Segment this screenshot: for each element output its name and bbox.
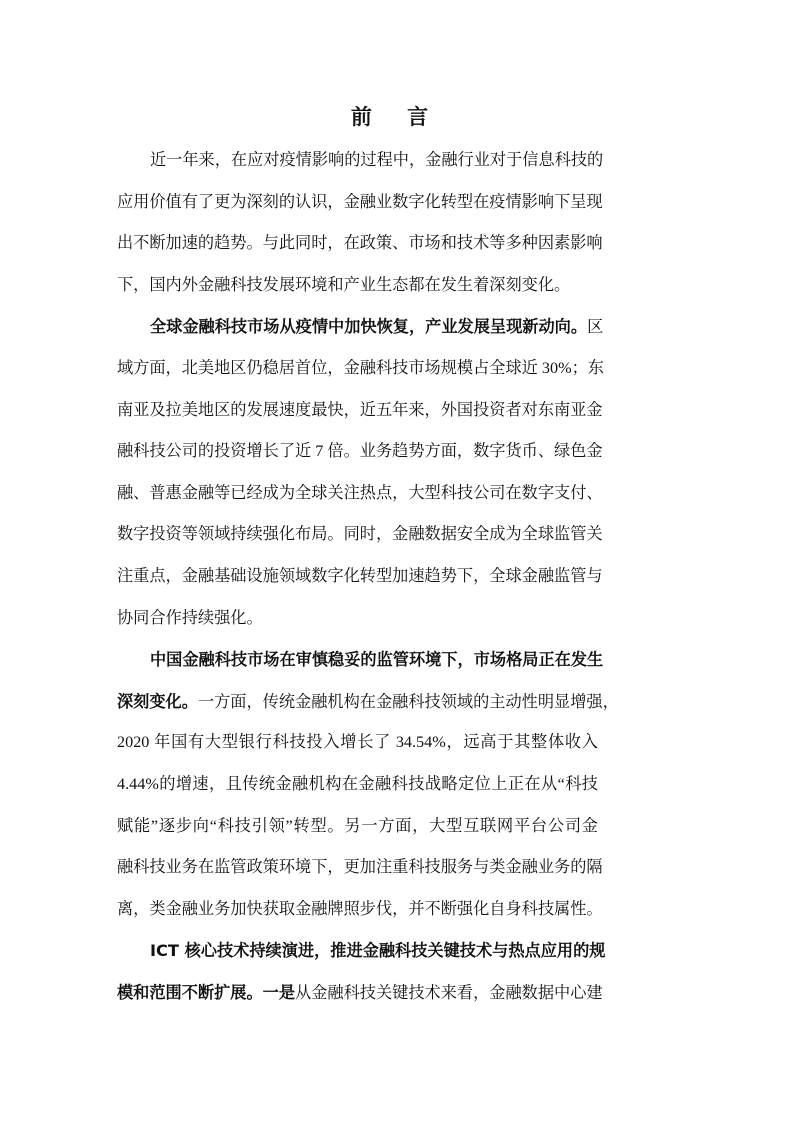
body-text: 离，类金融业务加快获取金融牌照步伐，并不断强化自身科技属性。 xyxy=(117,899,603,918)
paragraph xyxy=(117,639,619,930)
text-line xyxy=(117,722,598,764)
bold-lead-text: ICT 核心技术持续演进，推进金融科技关键技术与热点应用的规 xyxy=(150,941,606,961)
document-body xyxy=(117,140,619,1013)
text-line xyxy=(117,390,603,432)
text-line xyxy=(117,556,603,598)
body-text: 融科技业务在监管政策环境下，更加注重科技服务与类金融业务的隔 xyxy=(117,858,603,877)
bold-lead-text: 深刻变化。 xyxy=(117,691,198,711)
paragraph xyxy=(117,306,604,639)
text-line xyxy=(117,930,606,972)
text-line xyxy=(117,306,604,348)
body-text: 融、普惠金融等已经成为全球关注热点，大型科技公司在数字支付、 xyxy=(117,483,603,502)
paragraph xyxy=(117,140,604,306)
body-text: 2020 年国有大型银行科技投入增长了 34.54%，远高于其整体收入 xyxy=(117,733,598,752)
body-text: 南亚及拉美地区的发展速度最快，近五年来，外国投资者对东南亚金 xyxy=(117,400,603,419)
text-line xyxy=(117,348,604,390)
body-text: 域方面，北美地区仍稳居首位，金融科技市场规模占全球近 30%；东 xyxy=(117,358,604,377)
text-line xyxy=(117,764,598,806)
text-line xyxy=(117,182,603,224)
text-line xyxy=(117,681,619,723)
text-line xyxy=(117,473,603,515)
body-text: 近一年来，在应对疫情影响的过程中，金融行业对于信息科技的 xyxy=(150,151,604,169)
body-text: 从金融科技关键技术来看，金融数据中心建 xyxy=(295,983,603,1002)
text-line xyxy=(117,639,604,681)
body-text: 下，国内外金融科技发展环境和产业生态都在发生着深刻变化。 xyxy=(117,275,571,294)
bold-lead-text: 中国金融科技市场在审慎稳妥的监管环境下，市场格局正在发生 xyxy=(150,650,604,670)
body-text: 区 xyxy=(587,318,604,337)
text-line xyxy=(117,431,603,473)
body-text: 一方面，传统金融机构在金融科技领域的主动性明显增强， xyxy=(197,692,619,711)
body-text: 融科技公司的投资增长了近 7 倍。业务趋势方面，数字货币、绿色金 xyxy=(117,442,603,461)
body-text: 协同合作持续强化。 xyxy=(117,608,263,627)
text-line xyxy=(117,847,603,889)
body-text: 注重点，金融基础设施领域数字化转型加速趋势下，全球金融监管与 xyxy=(117,566,603,585)
bold-lead-text: 模和范围不断扩展。一是 xyxy=(117,982,296,1002)
text-line xyxy=(117,265,598,307)
text-line xyxy=(117,972,603,1014)
text-line xyxy=(117,889,603,931)
text-line xyxy=(117,806,598,848)
body-text: 出不断加速的趋势。与此同时，在政策、市场和技术等多种因素影响 xyxy=(117,234,603,253)
body-text: 4.44%的增速，且传统金融机构在金融科技战略定位上正在从“科技 xyxy=(117,774,598,793)
text-line xyxy=(117,223,603,265)
body-text: 应用价值有了更为深刻的认识，金融业数字化转型在疫情影响下呈现 xyxy=(117,192,603,211)
body-text: 数字投资等领域持续强化布局。同时，金融数据安全成为全球监管关 xyxy=(117,525,603,544)
paragraph xyxy=(117,930,606,1013)
text-line xyxy=(117,140,604,182)
bold-lead-text: 全球金融科技市场从疫情中加快恢复，产业发展呈现新动向。 xyxy=(150,317,588,337)
text-line xyxy=(117,598,598,640)
body-text: 赋能”逐步向“科技引领”转型。另一方面，大型互联网平台公司金 xyxy=(117,816,598,835)
text-line xyxy=(117,514,603,556)
page-title: 前 言 xyxy=(350,105,443,129)
